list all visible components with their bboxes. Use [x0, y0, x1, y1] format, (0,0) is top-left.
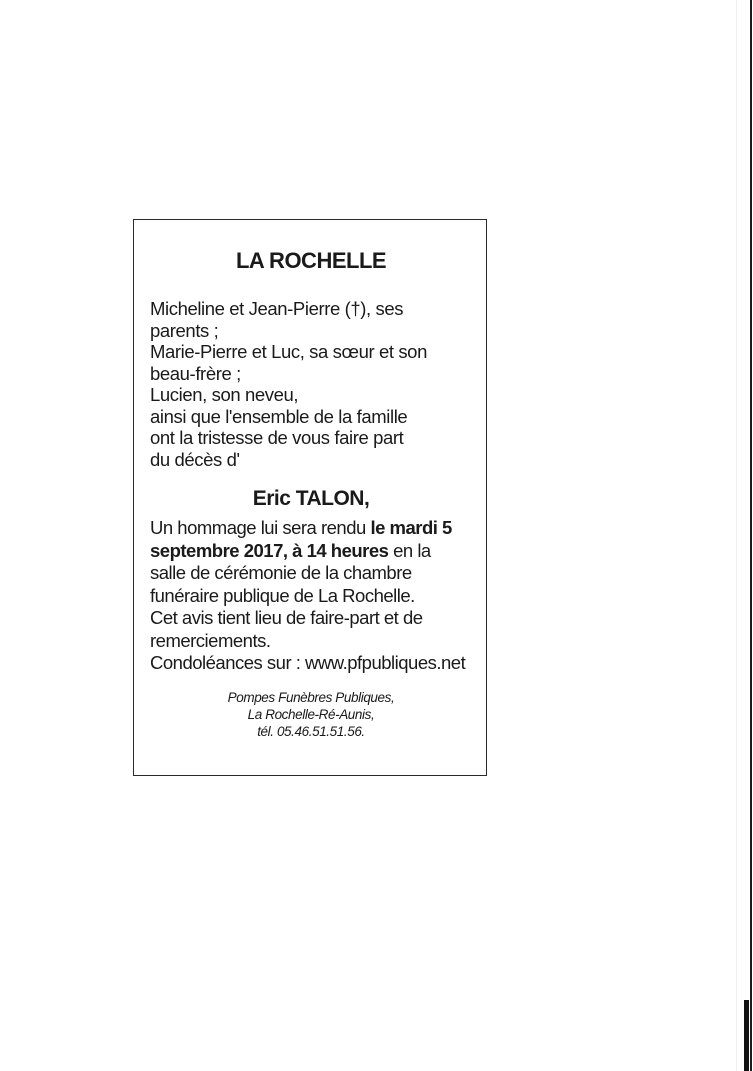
announcement-line: Lucien, son neveu,	[150, 384, 299, 405]
announcement-line: Micheline et Jean-Pierre (†), ses	[150, 298, 404, 319]
notice-city-heading: LA ROCHELLE	[235, 248, 387, 273]
tribute-date-bold: le mardi 5	[370, 517, 452, 538]
announcement-line: du décès d'	[150, 448, 240, 470]
announcement-line: ont la tristesse de vous faire part	[150, 427, 404, 448]
deceased-name: Eric TALON,	[252, 487, 370, 510]
tribute-line	[150, 540, 472, 563]
scan-edge-mark	[744, 1000, 749, 1071]
funeral-home-name: Pompes Funèbres Publiques,	[227, 689, 395, 705]
tribute-line	[150, 517, 472, 540]
tribute-line: salle de cérémonie de la chambre	[150, 562, 412, 583]
scan-edge-line	[750, 0, 752, 1071]
tribute-date-bold: septembre 2017, à 14 heures	[150, 539, 389, 561]
funeral-home-location: La Rochelle-Ré-Aunis,	[247, 706, 375, 722]
obituary-notice	[133, 219, 487, 776]
tribute-text: en la	[388, 539, 431, 561]
funeral-home-block	[150, 689, 472, 740]
announcement-line: parents ;	[150, 319, 219, 341]
tribute-text: Un hommage lui sera rendu	[150, 517, 371, 538]
tribute-line: funéraire publique de La Rochelle.	[150, 584, 415, 606]
family-announcement	[150, 298, 472, 470]
funeral-home-phone: tél. 05.46.51.51.56.	[257, 723, 365, 739]
condolences-line: Condoléances sur : www.pfpubliques.net	[150, 652, 466, 673]
scan-edge-faint	[736, 0, 737, 1071]
announcement-line: beau-frère ;	[150, 362, 241, 384]
announcement-line: Marie-Pierre et Luc, sa sœur et son	[150, 341, 427, 362]
tribute-line: remerciements.	[150, 629, 271, 651]
tribute-details	[150, 517, 472, 675]
announcement-line: ainsi que l'ensemble de la famille	[150, 405, 408, 427]
tribute-line: Cet avis tient lieu de faire-part et de	[150, 607, 423, 628]
